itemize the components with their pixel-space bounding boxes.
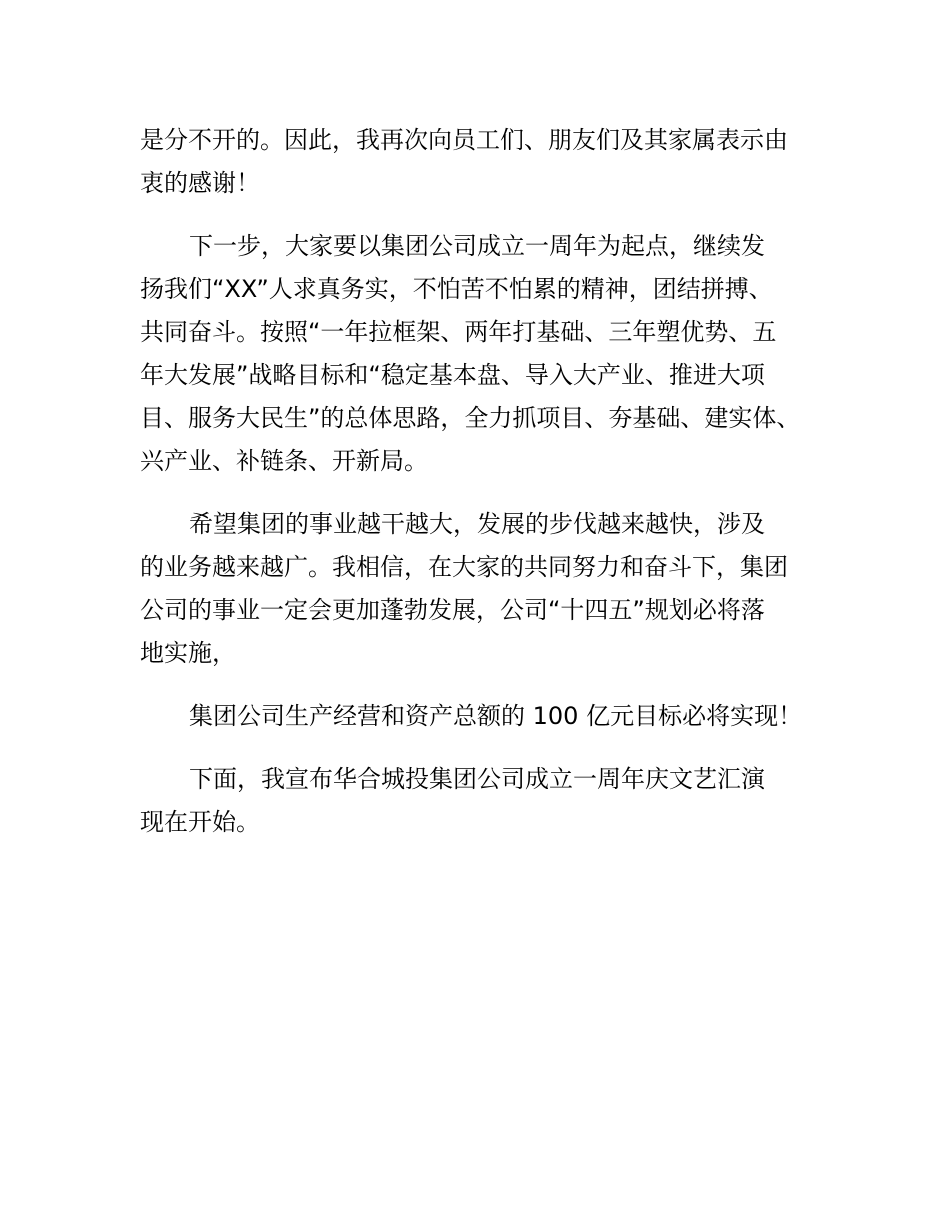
paragraph-line: 兴产业、补链条、开新局。	[140, 447, 428, 475]
paragraph-line: 现在开始。	[140, 808, 260, 836]
document-body	[140, 119, 830, 844]
paragraph-line: 下一步，大家要以集团公司成立一周年为起点，继续发	[189, 232, 765, 260]
paragraph-line: 希望集团的事业越干越大，发展的步伐越来越快，涉及	[189, 510, 765, 538]
paragraph-line: 衷的感谢！	[140, 169, 260, 197]
paragraph-5	[140, 758, 830, 844]
paragraph-4	[140, 695, 830, 738]
paragraph-2	[140, 225, 830, 483]
paragraph-line: 年大发展”战略目标和“稳定基本盘、导入大产业、推进大项	[140, 361, 765, 389]
paragraph-line: 扬我们“XX”人求真务实，不怕苦不怕累的精神，团结拼搏、	[140, 275, 773, 303]
paragraph-1	[140, 119, 830, 205]
paragraph-line: 是分不开的。因此，我再次向员工们、朋友们及其家属表示由	[140, 126, 788, 154]
paragraph-line: 的业务越来越广。我相信，在大家的共同努力和奋斗下，集团	[140, 553, 788, 581]
paragraph-line: 下面，我宣布华合城投集团公司成立一周年庆文艺汇演	[189, 765, 765, 793]
paragraph-line: 集团公司生产经营和资产总额的 100 亿元目标必将实现！	[189, 702, 803, 730]
paragraph-3	[140, 503, 830, 675]
paragraph-line: 地实施，	[140, 639, 236, 667]
paragraph-line: 目、服务大民生”的总体思路，全力抓项目、夯基础、建实体、	[140, 404, 801, 432]
paragraph-line: 公司的事业一定会更加蓬勃发展，公司“十四五”规划必将落	[140, 596, 765, 624]
paragraph-line: 共同奋斗。按照“一年拉框架、两年打基础、三年塑优势、五	[140, 318, 777, 346]
